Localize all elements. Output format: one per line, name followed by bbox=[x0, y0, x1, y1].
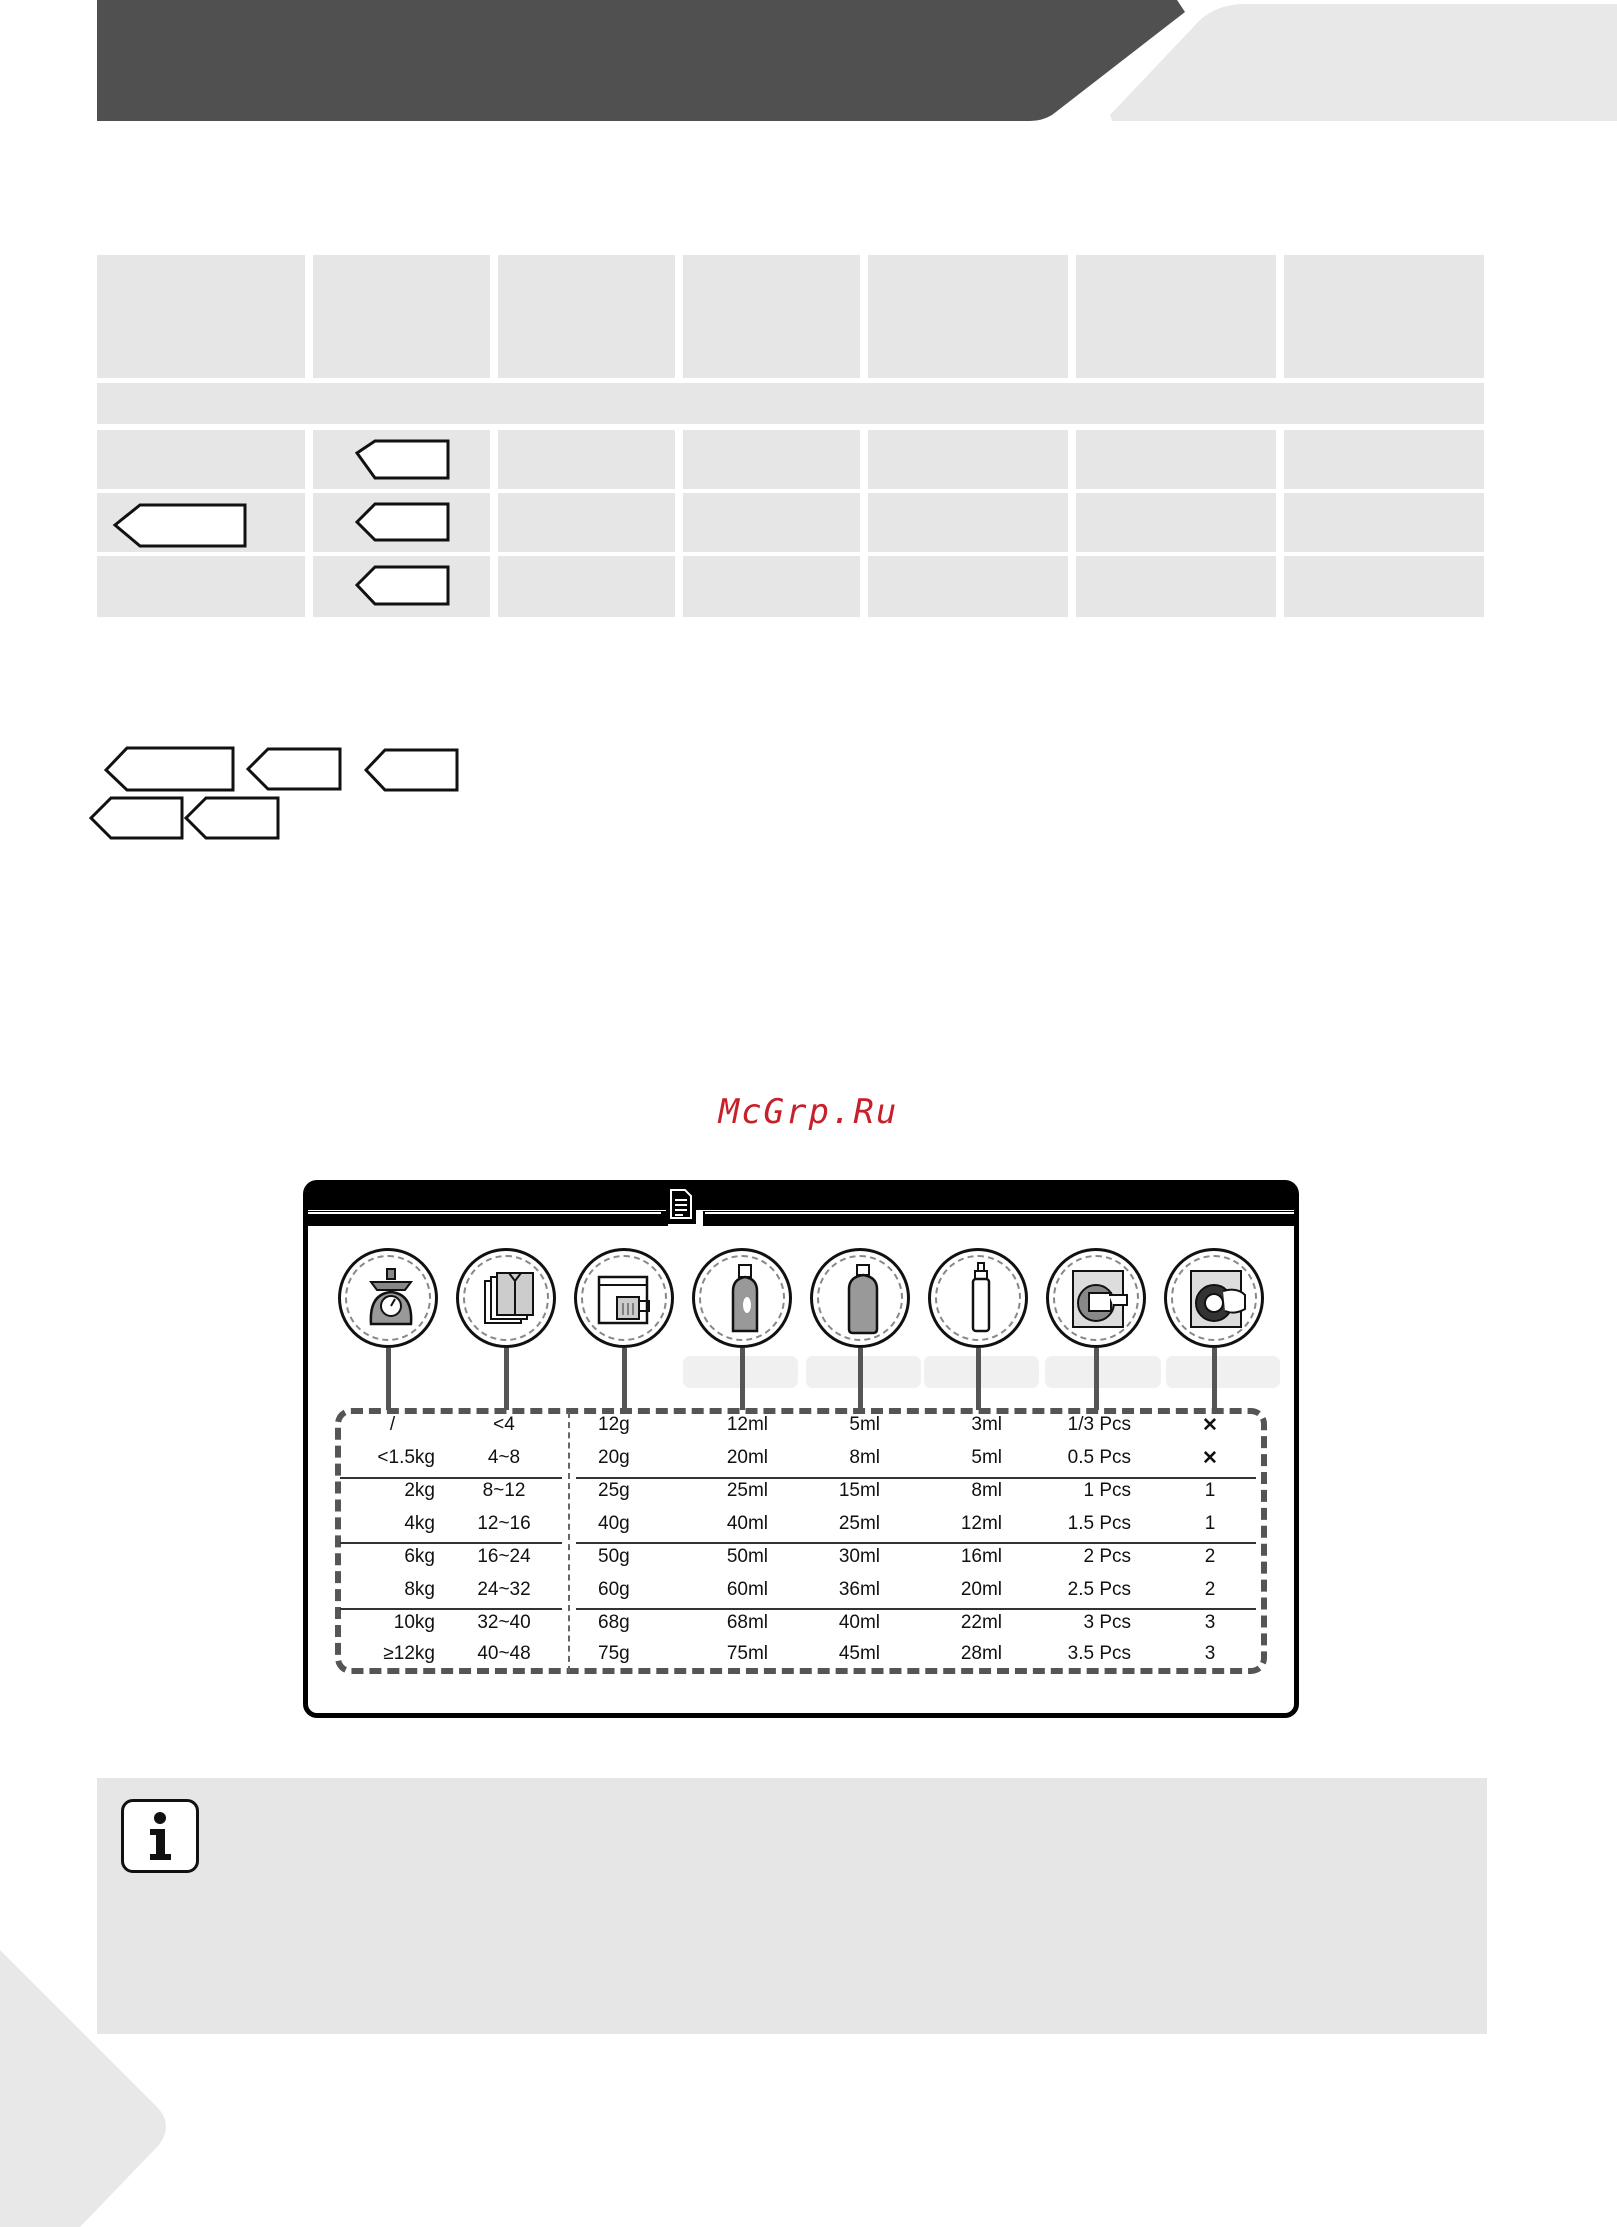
table-row: <1.5kg 4~8 20g 20ml 8ml 5ml 0.5 Pcs ✕ bbox=[377, 1447, 1218, 1469]
info-note-box bbox=[97, 1778, 1487, 2034]
table-row: ≥12kg 40~48 75g 75ml 45ml 28ml 3.5 Pcs 3 bbox=[383, 1643, 1216, 1664]
corner-shape bbox=[0, 1950, 200, 2227]
watermark: McGrp.Ru bbox=[718, 1092, 899, 1132]
spray-bottle-icon bbox=[928, 1248, 1028, 1348]
label-pill-4 bbox=[1045, 1356, 1161, 1388]
pod-icon bbox=[1046, 1248, 1146, 1348]
tag-label-2 bbox=[357, 504, 448, 540]
tag-label-8 bbox=[91, 798, 182, 838]
table-row: 8kg 24~32 60g 60ml 36ml 20ml 2.5 Pcs 2 bbox=[404, 1579, 1216, 1600]
softener-bottle-icon bbox=[810, 1248, 910, 1348]
label-pill-5 bbox=[1166, 1356, 1280, 1388]
tag-label-1 bbox=[357, 441, 448, 478]
panel-header-lines bbox=[303, 1180, 1299, 1240]
tag-label-4 bbox=[115, 505, 245, 546]
powder-box-icon bbox=[574, 1248, 674, 1348]
tag-label-3 bbox=[357, 567, 448, 604]
detergent-bottle-icon bbox=[692, 1248, 792, 1348]
table-row: 4kg 12~16 40g 40ml 25ml 12ml 1.5 Pcs 1 bbox=[404, 1513, 1216, 1534]
info-icon bbox=[121, 1799, 199, 1873]
tag-label-5 bbox=[106, 748, 233, 790]
label-pill-2 bbox=[806, 1356, 921, 1388]
tag-label-6 bbox=[248, 749, 340, 789]
sheet-icon bbox=[1164, 1248, 1264, 1348]
tag-shapes bbox=[0, 0, 1617, 900]
tag-label-7 bbox=[366, 750, 457, 790]
table-row: 2kg 8~12 25g 25ml 15ml 8ml 1 Pcs 1 bbox=[404, 1480, 1216, 1501]
table-row: / <4 12g 12ml 5ml 3ml 1/3 Pcs ✕ bbox=[389, 1414, 1218, 1436]
scale-icon bbox=[338, 1248, 438, 1348]
tag-label-9 bbox=[186, 798, 278, 838]
label-pill-3 bbox=[924, 1356, 1039, 1388]
document-icon bbox=[666, 1184, 696, 1224]
table-row: 10kg 32~40 68g 68ml 40ml 22ml 3 Pcs 3 bbox=[393, 1612, 1216, 1633]
table-row: 6kg 16~24 50g 50ml 30ml 16ml 2 Pcs 2 bbox=[404, 1546, 1216, 1567]
clothes-stack-icon bbox=[456, 1248, 556, 1348]
